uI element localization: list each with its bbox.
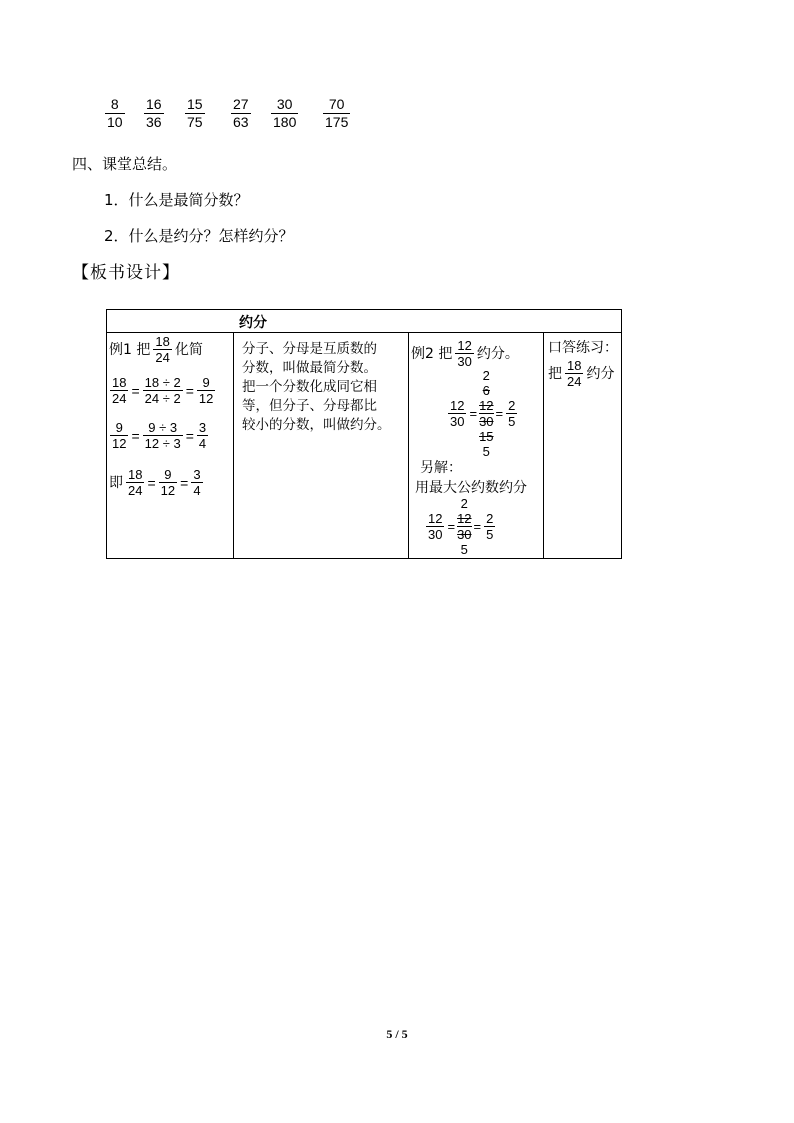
section-title: 四、课堂总结。 (72, 155, 178, 173)
example1-step2: $\frac{9}{12}$ = $\frac{9 \div 3}{12 \div 3}$ = $\frac{3}{4}$ (112, 420, 207, 451)
column-divider (543, 333, 544, 558)
example2-method2: $\frac{12}{30}$ = 2 12 30 5 = $\frac{2}{5}$ (428, 496, 494, 557)
example1-suffix: 化简 (174, 341, 203, 358)
alt-description: 用最大公约数约分 (415, 480, 527, 496)
fraction-item: $\frac{8}{10}$ (107, 96, 123, 130)
definition-text: 分子、分母是互质数的 分数，叫做最简分数。 把一个分数化成同它相 等，但分子、分母都比 较小的分数，叫做约分。 (242, 341, 391, 433)
column-divider (408, 333, 409, 558)
oral-practice-title: 口答练习： (548, 340, 618, 356)
oral-practice-item: 把 $\frac{18}{24}$ 约分 (548, 358, 615, 389)
board-header (107, 310, 621, 333)
question-item: 2．什么是约分？怎样约分？ (104, 227, 294, 245)
alt-label: 另解： (420, 460, 462, 476)
example1-step3: 即 $\frac{18}{24}$ = $\frac{9}{12}$ = $\frac{3}{4}$ (109, 467, 201, 498)
fraction: $\frac{18}{24}$ (155, 334, 170, 365)
example1-header (109, 334, 203, 365)
board-title: 约分 (239, 315, 267, 331)
example2-method1: $\frac{12}{30}$ = 2 6 12 30 15 5 = $\frac{2}{5}$ (450, 368, 516, 459)
fraction-item: $\frac{27}{63}$ (233, 96, 249, 130)
column-divider (233, 333, 234, 558)
board-design-heading: 【板书设计】 (72, 263, 180, 283)
question-item: 1．什么是最简分数？ (104, 191, 249, 209)
example1-step1: $\frac{18}{24}$ = $\frac{18 \div 2}{24 \div 2}$ = $\frac{9}{12}$ (112, 375, 214, 406)
example2-header: 例2 把 $\frac{12}{30}$ 约分。 (411, 338, 519, 369)
example1-label: 例1 把 (109, 341, 151, 358)
fraction-item: $\frac{70}{175}$ (325, 96, 349, 130)
fraction-item: $\frac{16}{36}$ (146, 96, 162, 130)
fraction-item: $\frac{30}{180}$ (273, 96, 297, 130)
page-number: 5 / 5 (386, 1027, 408, 1041)
board-table (106, 309, 622, 559)
fraction-item: $\frac{15}{75}$ (187, 96, 203, 130)
